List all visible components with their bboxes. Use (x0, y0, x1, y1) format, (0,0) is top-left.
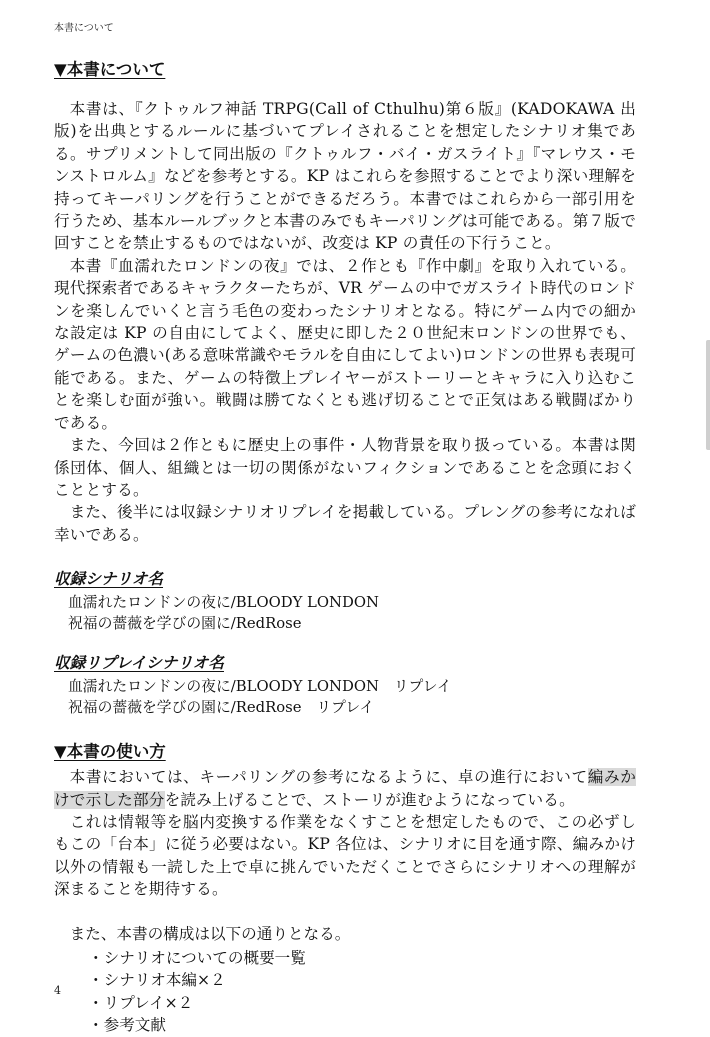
running-head: 本書について (54, 23, 114, 34)
section-heading-about: ▼本書について (54, 60, 166, 79)
replay-list-heading: 収録リプレイシナリオ名 (54, 653, 224, 673)
paragraph: また、後半には収録シナリオリプレイを掲載している。プレングの参考になれば幸いである。 (54, 503, 636, 544)
structure-list (54, 947, 636, 1037)
paragraph: 本書は、『クトゥルフ神話 TRPG(Call of Cthulhu)第６版』(KADOKAWA 出版)を出典とするルールに基づいてプレイされることを想定したシナリオ集である。サプリメントして同出版の『クトゥルフ・バイ・ガスライト』『マレウス・モンストロルム』などを参考とする。KP はこれらを参照することでより深い理解を持ってキーパリングを行うことができるだろう。本書ではこれらから一部引用を行うため、基本ルールブックと本書のみでもキーパリングは可能である。第７版で回すことを禁止するものではないが、改変は KP の責任の下行うこと。 (54, 100, 636, 253)
highlighted-text: 編みかけで示した部分 (54, 768, 636, 809)
paragraph: 本書『血濡れたロンドンの夜』では、２作とも『作中劇』を取り入れている。現代探索者であるキャラクターたちが、VR ゲームの中でガスライト時代のロンドンを楽しんでいくと言う毛色の変わったシナリオとなる。特にゲーム内での細かな設定は KP の自由にしてよく、歴史に即した２０世紀末ロンドンの世界でも、ゲームの色濃い(ある意味常識やモラルを自由にしてよい)ロンドンの世界も表現可能である。また、ゲームの特徴上プレイヤーがストーリーとキャラに入り込むことを楽しむ面が強い。戦闘は勝てなくとも逃げ切ることで正気はある戦闘ばかりである。 (54, 256, 636, 432)
list-item: ・シナリオ本編×２ (88, 971, 226, 990)
page-content (54, 58, 636, 1037)
text-run: 本書においては、キーパリングの参考になるように、卓の進行において (69, 768, 588, 787)
scenario-list (54, 592, 636, 634)
list-item: ・参考文献 (88, 1016, 166, 1035)
replay-list (54, 676, 636, 718)
paragraph: これは情報等を脳内変換する作業をなくすことを想定したもので、この必ずしもこの「台本」に従う必要はない。KP 各位は、シナリオに目を通す際、編みかけ以外の情報も一読した上で卓に挑んでいただくことでさらにシナリオへの理解が深まることを期待する。 (54, 812, 636, 899)
scenario-list-heading: 収録シナリオ名 (54, 569, 164, 589)
section-heading-usage: ▼本書の使い方 (54, 742, 166, 762)
list-item: 祝福の薔薇を学びの園に/RedRose リプレイ (68, 699, 375, 717)
list-item: ・シナリオについての概要一覧 (88, 948, 306, 967)
text-run: を読み上げることで、ストーリが進むようになっている。 (164, 790, 575, 809)
list-item: 血濡れたロンドンの夜に/BLOODY LONDON (68, 594, 379, 612)
paragraph (54, 766, 636, 811)
scroll-handle[interactable] (706, 340, 710, 450)
list-item: 血濡れたロンドンの夜に/BLOODY LONDON リプレイ (68, 678, 452, 696)
paragraph: また、今回は２作ともに歴史上の事件・人物背景を取り扱っている。本書は関係団体、個人、組織とは一切の関係がないフィクションであることを念頭におくこととする。 (54, 436, 636, 499)
list-item: 祝福の薔薇を学びの園に/RedRose (68, 615, 302, 633)
page-number: 4 (54, 984, 61, 997)
paragraph: また、本書の構成は以下の通りとなる。 (69, 924, 351, 943)
list-item: ・リプレイ×２ (88, 993, 194, 1012)
